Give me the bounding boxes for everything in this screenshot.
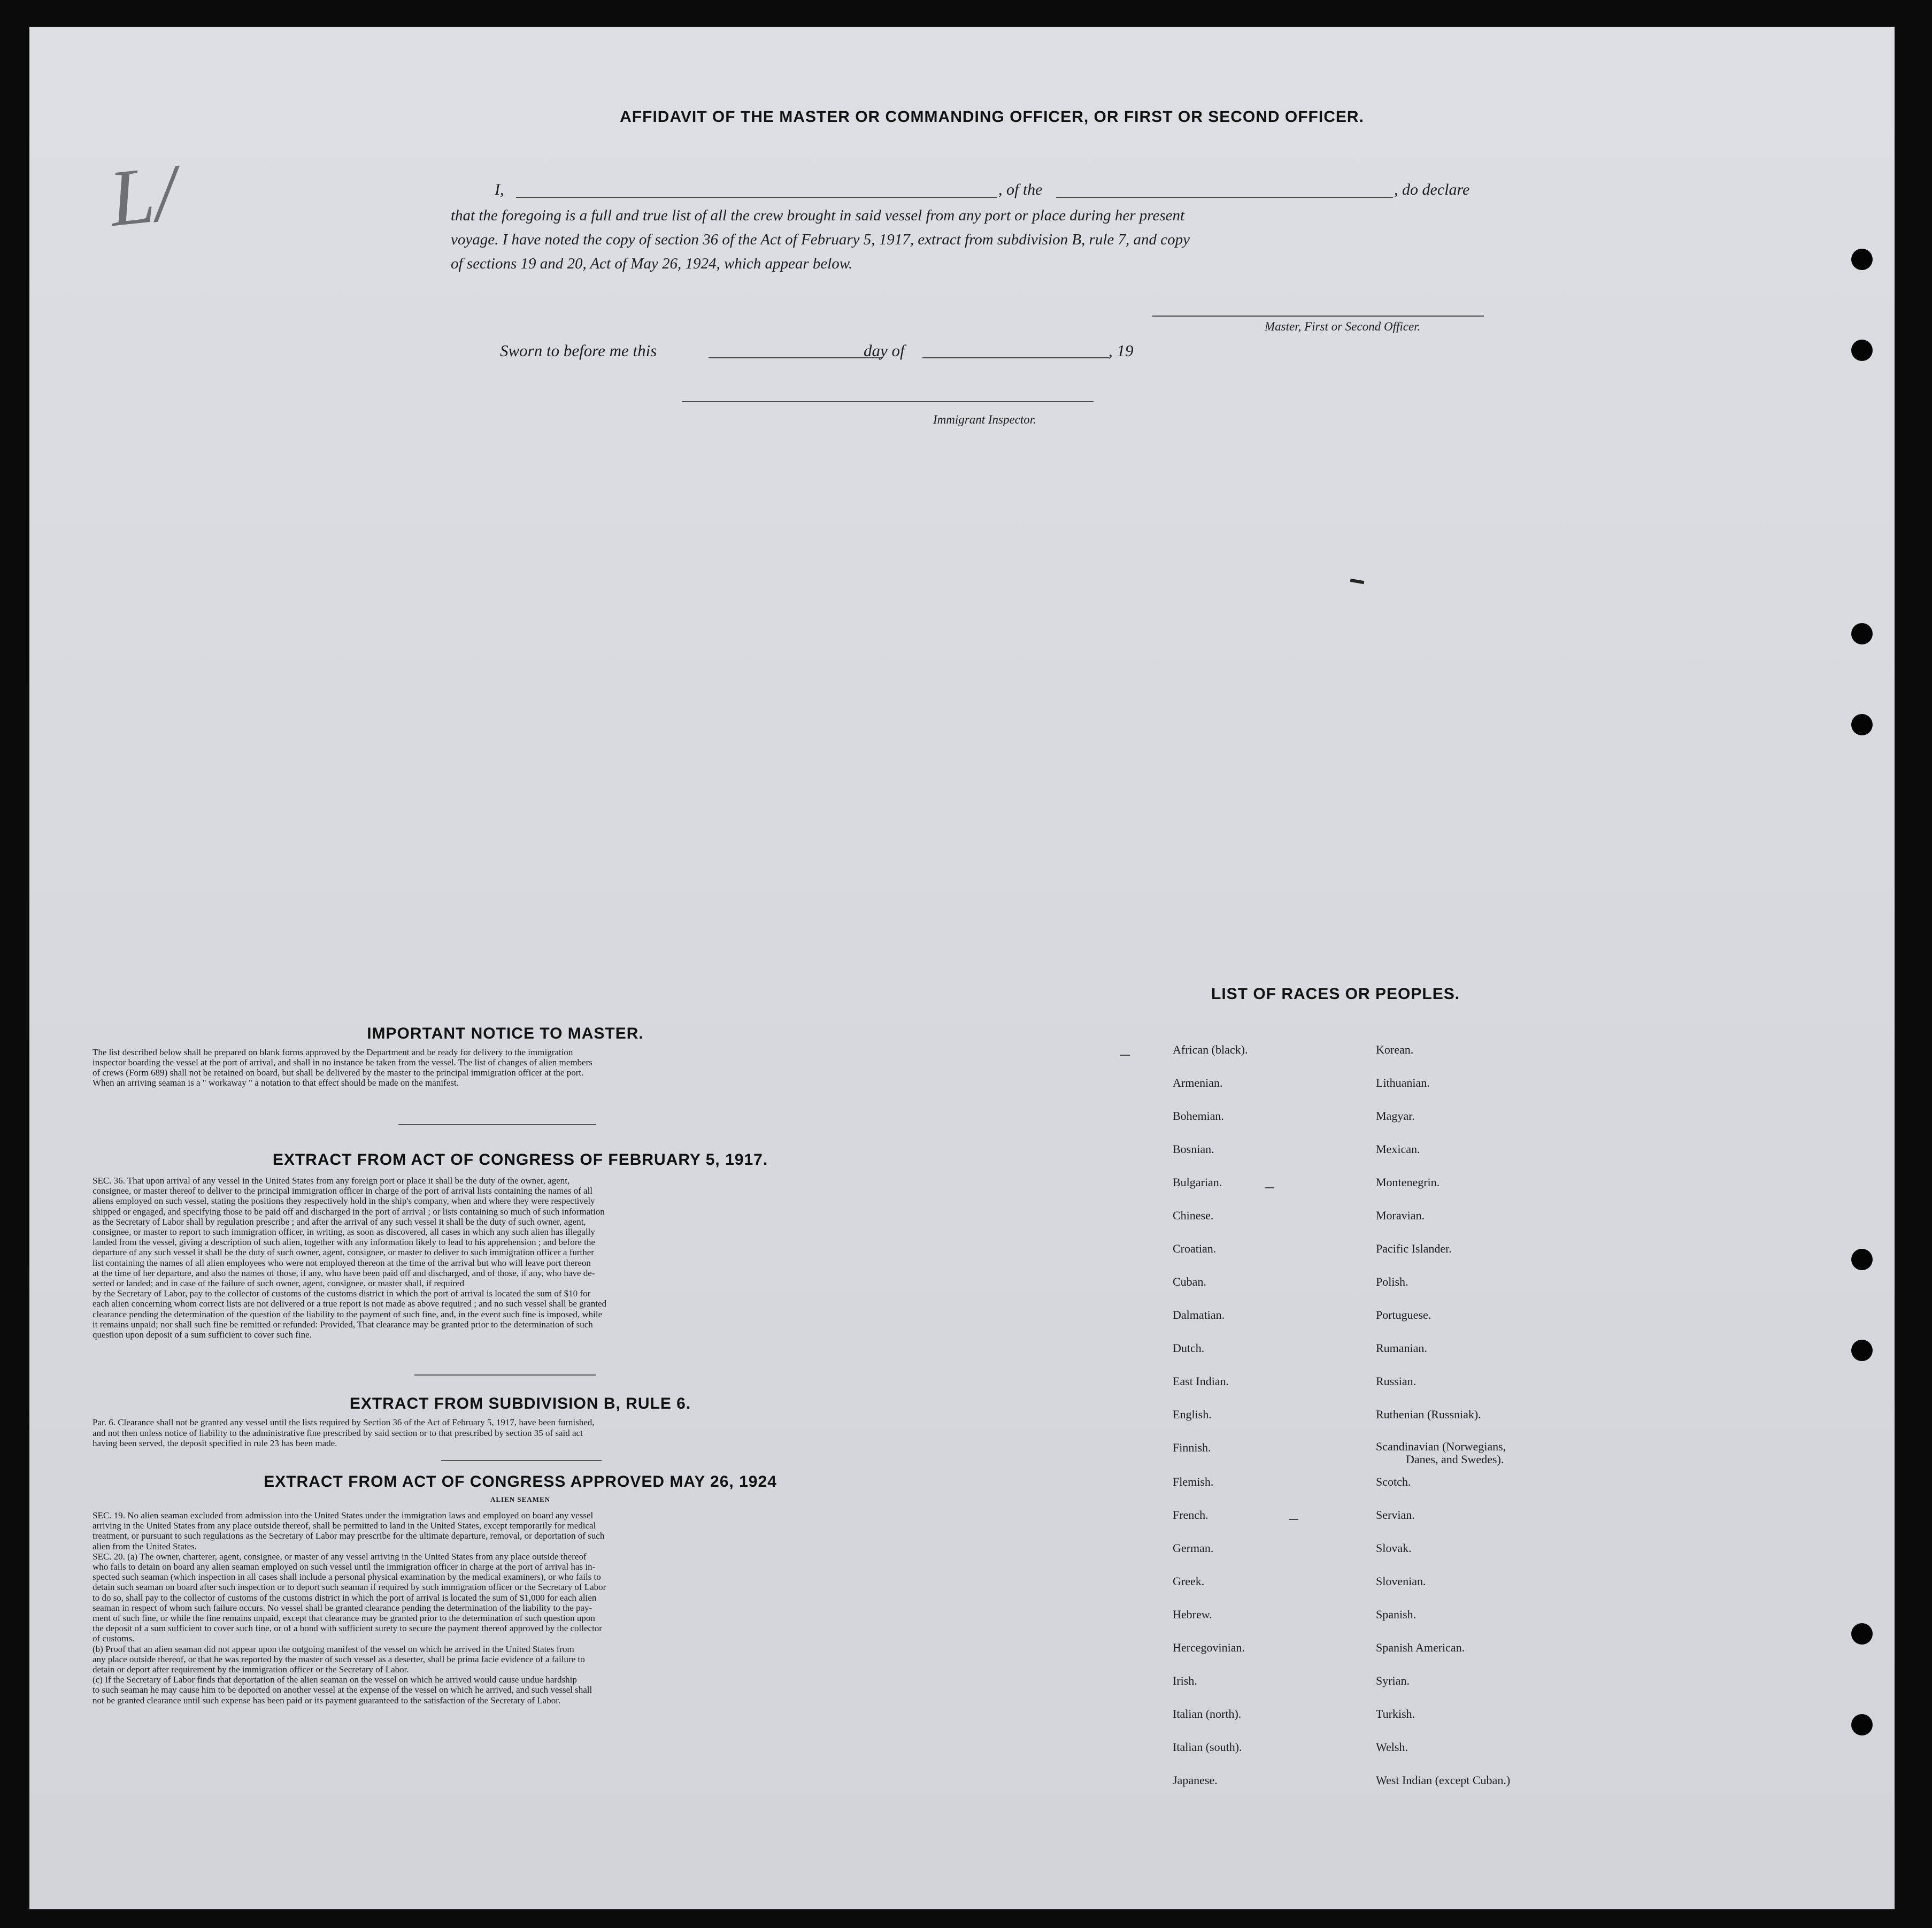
race-item: Ruthenian (Russniak). (1376, 1408, 1481, 1421)
extract-1917-line: consignee, or master thereof to deliver to the principal immigration officer in charge of the port of arrival lists containing the names of all (93, 1186, 593, 1196)
race-item: Pacific Islander. (1376, 1242, 1452, 1255)
race-item: Italian (south). (1173, 1740, 1242, 1754)
extract-rule6-line: Par. 6. Clearance shall not be granted any vessel until the lists required by Section 36 of the Act of February 5, 1917, have been furnished, (93, 1417, 595, 1427)
race-item: Irish. (1173, 1674, 1197, 1687)
extract-1924-line: who fails to detain on board any alien seaman employed on such vessel until the immigration officer in charge at the port of arrival has in- (93, 1562, 596, 1572)
master-signature-label: Master, First or Second Officer. (1265, 320, 1421, 333)
pen-mark (1289, 1519, 1298, 1520)
race-item: Servian. (1376, 1508, 1415, 1522)
inspector-label: Immigrant Inspector. (933, 413, 1036, 426)
race-item: Slovak. (1376, 1541, 1412, 1555)
race-item: Dutch. (1173, 1341, 1205, 1355)
race-item: Bohemian. (1173, 1109, 1224, 1123)
extract-1924-line: spected such seaman (which inspection in all cases shall include a personal physical examination by the medical examiners), or who fails to (93, 1572, 601, 1583)
pen-mark (1350, 579, 1365, 584)
race-item: Italian (north). (1173, 1707, 1242, 1720)
race-item: Finnish. (1173, 1441, 1211, 1454)
race-item: Spanish American. (1376, 1641, 1465, 1654)
race-item: Hercegovinian. (1173, 1641, 1245, 1654)
name-field-line[interactable] (516, 197, 997, 198)
affidavit-para-line2: that the foregoing is a full and true list of all the crew brought in said vessel from any port or place during her present (451, 207, 1185, 224)
extract-1917-line: at the time of her departure, and also the names of those, if any, who have been paid off and discharged, and of those, if any, who have de- (93, 1268, 595, 1278)
race-item: Bulgarian. (1173, 1176, 1222, 1189)
extract-1924-heading: EXTRACT FROM ACT OF CONGRESS APPROVED MAY 26, 1924 (264, 1473, 777, 1491)
race-item-continuation: Danes, and Swedes). (1406, 1453, 1504, 1466)
extract-1924-line: any place outside thereof, or that he was reported by the master of such vessel as a deserter, shall be prima facie evidence of a failure to (93, 1654, 585, 1664)
extract-1924-line: detain such seaman on board after such inspection or to deport such seaman if required by such immigration officer or the Secretary of Labor (93, 1582, 606, 1593)
race-item: Montenegrin. (1376, 1176, 1440, 1189)
extract-1924-line: the deposit of a sum sufficient to cover such fine, or of a bond with sufficient surety to secure the payment thereof approved by the collector (93, 1623, 602, 1634)
inspector-signature-line[interactable] (682, 401, 1094, 402)
vessel-field-line[interactable] (1056, 197, 1393, 198)
affidavit-heading: AFFIDAVIT OF THE MASTER OR COMMANDING OFFICER, OR FIRST OR SECOND OFFICER. (620, 108, 1364, 126)
race-item: Chinese. (1173, 1209, 1214, 1222)
extract-rule6-line: having been served, the deposit specified in rule 23 has been made. (93, 1438, 337, 1448)
extract-1924-line: (c) If the Secretary of Labor finds that deportation of the alien seaman on the vessel on which he arrived would cause undue hardship (93, 1674, 577, 1685)
extract-1924-line: (b) Proof that an alien seaman did not appear upon the outgoing manifest of the vessel on which he arrived in the United States from (93, 1643, 574, 1654)
race-item: East Indian. (1173, 1374, 1229, 1388)
extract-1924-line: arriving in the United States from any place outside thereof, shall be permitted to land in the United States, except temporarily for medical (93, 1520, 596, 1531)
affidavit-para-line4: of sections 19 and 20, Act of May 26, 1924, which appear below. (451, 255, 853, 272)
extract-1917-line: by the Secretary of Labor, pay to the collector of customs of the customs district in which the port of arrival is located the sum of $10 for (93, 1288, 591, 1299)
sworn-day-line[interactable] (709, 357, 882, 358)
notice-heading: IMPORTANT NOTICE TO MASTER. (367, 1025, 644, 1042)
race-item: Russian. (1376, 1374, 1417, 1388)
notice-body (93, 1047, 948, 1088)
extract-1924-line: of customs. (93, 1633, 135, 1644)
affidavit-line1-i: I, (495, 181, 504, 198)
extract-1917-line: shipped or engaged, and specifying those to be paid off and discharged in the port of arrival ; or lists containing so much of such information (93, 1206, 605, 1217)
extract-1917-line: it remains unpaid; nor shall such fine be remitted or refunded: Provided, That clearance may be granted prior to the determination of such (93, 1319, 593, 1330)
race-item: Japanese. (1173, 1773, 1218, 1787)
race-item: German. (1173, 1541, 1214, 1555)
extract-1917-line: clearance pending the determination of the question of the liability to the payment of such fine, and, in the event such fine is imposed, while (93, 1309, 603, 1319)
race-item: Bosnian. (1173, 1142, 1214, 1156)
sworn-day-of: day of (864, 341, 905, 360)
handwritten-mark: L/ (105, 148, 181, 244)
sworn-month-line[interactable] (922, 357, 1110, 358)
extract-1924-subheading: ALIEN SEAMEN (490, 1495, 551, 1503)
race-item: Scandinavian (Norwegians, (1376, 1440, 1506, 1453)
punch-hole-icon (1851, 623, 1873, 644)
extract-1917-body (93, 1176, 948, 1340)
race-item: Welsh. (1376, 1740, 1408, 1754)
notice-line: The list described below shall be prepared on blank forms approved by the Department and be ready for delivery to the immigration (93, 1047, 573, 1057)
race-item: Moravian. (1376, 1209, 1425, 1222)
extract-1917-line: aliens employed on such vessel, stating the positions they respectively hold in the ship's company, when and where they were respectively (93, 1196, 595, 1207)
divider (414, 1374, 596, 1376)
extract-rule6-line: and not then unless notice of liability to the administrative fine prescribed by said section or to that prescribed by section 35 of said act (93, 1427, 583, 1438)
punch-hole-icon (1851, 249, 1873, 270)
race-item: English. (1173, 1408, 1212, 1421)
extract-1917-line: landed from the vessel, giving a description of such alien, together with any information likely to lead to his apprehension ; and before the (93, 1237, 595, 1248)
extract-rule6-body (93, 1417, 948, 1449)
race-item: African (black). (1173, 1043, 1248, 1056)
extract-1924-line: not be granted clearance until such expense has been paid or its payment guaranteed to the satisfaction of the Secretary of Labor. (93, 1695, 561, 1706)
race-item: Syrian. (1376, 1674, 1410, 1687)
extract-1917-line: consignee, or master to report to such immigration officer, in writing, as soon as discovered, all cases in which any such alien has illegally (93, 1227, 595, 1238)
race-item: Mexican. (1376, 1142, 1420, 1156)
notice-line: When an arriving seaman is a " workaway " a notation to that effect should be made on the manifest. (93, 1078, 459, 1088)
extract-1917-line: as the Secretary of Labor shall by regulation prescribe ; and after the arrival of any such vessel it shall be the duty of such owner, agent, (93, 1216, 586, 1227)
extract-1924-line: to do so, shall pay to the collector of customs of the customs district in which the port of arrival is located the sum of $1,000 for each alien (93, 1592, 597, 1603)
notice-line: of crews (Form 689) shall not be retained on board, but shall be delivered by the master to the principal immigration officer at the port. (93, 1067, 584, 1078)
pen-mark (1120, 1055, 1130, 1056)
race-item: Dalmatian. (1173, 1308, 1225, 1322)
race-item: Polish. (1376, 1275, 1408, 1288)
extract-1917-line: each alien concerning whom correct lists are not delivered or a true report is not made as above required ; and no such vessel shall be granted (93, 1299, 607, 1309)
extract-1917-line: question upon deposit of a sum sufficient to cover such fine. (93, 1330, 312, 1340)
race-item: Flemish. (1173, 1475, 1214, 1488)
affidavit-line1-do-declare: , do declare (1394, 181, 1470, 198)
master-signature-line[interactable] (1152, 316, 1484, 317)
race-item: French. (1173, 1508, 1209, 1522)
extract-1924-line: SEC. 20. (a) The owner, charterer, agent, consignee, or master of any vessel arriving in the United States from any place outside thereof (93, 1551, 587, 1562)
extract-1924-line: ment of such fine, or while the fine remains unpaid, except that clearance may be granted prior to the determination of such question upon (93, 1613, 595, 1624)
extract-1924-line: detain or deport after requirement by the immigration officer or the Secretary of Labor. (93, 1664, 409, 1675)
divider (441, 1460, 602, 1461)
race-item: Scotch. (1376, 1475, 1411, 1488)
punch-hole-icon (1851, 340, 1873, 361)
race-item: Hebrew. (1173, 1608, 1212, 1621)
race-item: Spanish. (1376, 1608, 1417, 1621)
race-item: Turkish. (1376, 1707, 1415, 1720)
extract-1917-line: serted or landed; and in case of the failure of such owner, agent, consignee, or master shall, if required (93, 1278, 465, 1289)
punch-hole-icon (1851, 714, 1873, 735)
extract-1924-line: alien from the United States. (93, 1541, 197, 1551)
extract-1917-line: list containing the names of all alien employees who were not employed thereon at the time of the arrival but who will leave port thereon (93, 1257, 591, 1268)
race-item: Cuban. (1173, 1275, 1206, 1288)
punch-hole-icon (1851, 1714, 1873, 1735)
races-heading: LIST OF RACES OR PEOPLES. (1211, 985, 1460, 1003)
race-item: Slovenian. (1376, 1574, 1426, 1588)
race-item: Croatian. (1173, 1242, 1217, 1255)
punch-hole-icon (1851, 1623, 1873, 1645)
extract-1924-line: treatment, or pursuant to such regulations as the Secretary of Labor may prescribe for the ultimate departure, removal, or deportation of such (93, 1531, 605, 1541)
race-item: West Indian (except Cuban.) (1376, 1773, 1511, 1787)
race-item: Magyar. (1376, 1109, 1415, 1123)
punch-hole-icon (1851, 1340, 1873, 1361)
extract-rule6-heading: EXTRACT FROM SUBDIVISION B, RULE 6. (349, 1395, 691, 1412)
extract-1924-line: to such seaman he may cause him to be deported on another vessel at the expense of the vessel on which he arrived, and such vessel shall (93, 1685, 592, 1695)
affidavit-para-line3: voyage. I have noted the copy of section 36 of the Act of February 5, 1917, extract from subdivision B, rule 7, and copy (451, 231, 1190, 248)
extract-1924-body (93, 1510, 948, 1706)
race-item: Greek. (1173, 1574, 1205, 1588)
extract-1924-line: seaman in respect of whom such failure occurs. No vessel shall be granted clearance pending the determination of the liability to the pay- (93, 1602, 592, 1613)
extract-1917-line: SEC. 36. That upon arrival of any vessel in the United States from any foreign port or place it shall be the duty of the owner, agent, (93, 1176, 570, 1186)
race-item: Korean. (1376, 1043, 1414, 1056)
race-item: Rumanian. (1376, 1341, 1427, 1355)
race-item: Portuguese. (1376, 1308, 1431, 1322)
race-item: Lithuanian. (1376, 1076, 1430, 1089)
extract-1924-line: SEC. 19. No alien seaman excluded from admission into the United States under the immigration laws and employed on board any vessel (93, 1510, 594, 1520)
extract-1917-line: departure of any such vessel it shall be the duty of such owner, agent, consignee, or master to deliver to such immigration officer a further (93, 1247, 594, 1258)
affidavit-line1-of-the: , of the (998, 181, 1043, 198)
race-item: Armenian. (1173, 1076, 1223, 1089)
sworn-prefix: Sworn to before me this (500, 341, 657, 360)
form-page (29, 27, 1895, 1909)
divider (398, 1124, 596, 1125)
notice-line: inspector boarding the vessel at the port of arrival, and shall in no instance be taken from the vessel. The list of changes of alien members (93, 1057, 592, 1067)
sworn-year: , 19 (1109, 341, 1134, 360)
punch-hole-icon (1851, 1249, 1873, 1270)
extract-1917-heading: EXTRACT FROM ACT OF CONGRESS OF FEBRUARY 5, 1917. (272, 1151, 768, 1169)
pen-mark (1265, 1187, 1274, 1188)
